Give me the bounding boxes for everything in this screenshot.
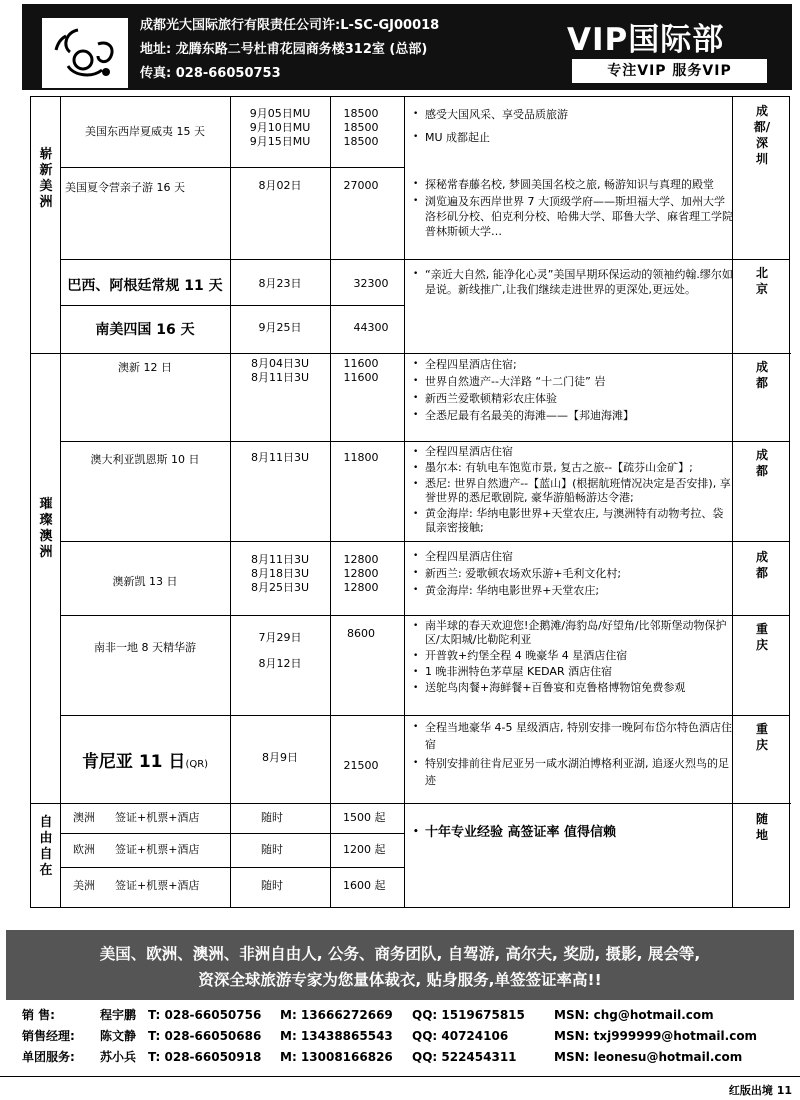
divider: [60, 97, 61, 907]
tour-name: 澳新 12 日: [118, 361, 172, 374]
divider: [230, 97, 231, 907]
vip-title: VIP国际部: [567, 22, 725, 58]
departure-city: 成都: [755, 448, 768, 478]
tour-notes: • 全程四星酒店住宿; • 世界自然遗产--大洋路 “十二门徒” 岩 • 新西兰爱歌顿精彩农庄体验 • 全悉尼最有名最美的海滩——【邦迪海滩】: [413, 357, 733, 425]
tour-price: 32300: [353, 277, 389, 290]
tour-dates: 8月02日: [258, 179, 302, 192]
tour-price: 27000: [343, 179, 379, 192]
section-americas: 崭新美洲: [39, 147, 53, 210]
free-item: 签证+机票+酒店: [115, 843, 200, 856]
contact-row: 单团服务:苏小兵 T: 028-66050918 M: 13008166826 QQ: 522454311 MSN: leonesu@hotmail.com: [22, 1050, 743, 1064]
free-note: • 十年专业经验 高签证率 值得信赖: [413, 825, 733, 842]
header-bar: [22, 4, 792, 90]
free-item: 签证+机票+酒店: [115, 811, 200, 824]
contact-row: 销售经理:陈文静 T: 028-66050686 M: 13438865543 QQ: 40724106 MSN: txj999999@hotmail.com: [22, 1029, 758, 1043]
tour-name: 澳大利亚凯恩斯 10 日: [90, 453, 200, 466]
tour-name: 肯尼亚 11 日(QR): [81, 752, 209, 772]
tour-dates: 8月04日3U 8月11日3U: [250, 357, 310, 384]
tour-dates: 9月05日MU 9月10日MU 9月15日MU: [249, 107, 311, 148]
tour-dates: 7月29日 8月12日: [258, 631, 302, 670]
divider: [404, 97, 405, 907]
company-logo: [42, 18, 128, 88]
tour-price: 44300: [353, 321, 389, 334]
tour-name: 巴西、阿根廷常规 11 天: [67, 278, 223, 294]
free-price: 1200 起: [343, 843, 386, 856]
free-region: 美洲: [73, 879, 95, 892]
free-time: 随时: [261, 843, 283, 856]
tour-name: 美国夏令营亲子游 16 天: [65, 181, 185, 194]
tour-dates: 8月11日3U 8月18日3U 8月25日3U: [250, 553, 310, 594]
departure-city: 重庆: [755, 722, 768, 752]
section-free: 自由自在: [39, 815, 53, 878]
free-price: 1600 起: [343, 879, 386, 892]
free-time: 随时: [261, 811, 283, 824]
tour-notes: • 全程四星酒店住宿 • 墨尔本: 有轨电车饱览市景, 复古之旅--【疏芬山金矿】; • 悉尼: 世界自然遗产--【蓝山】(根据航班情况决定是否安排), 享誉世界的悉尼歌剧院, 豪华游船畅游达令港; • 黄金海岸: 华纳电影世界+天堂农庄, 与澳洲特有动物考拉、袋鼠亲密接触;: [413, 445, 733, 537]
tour-dates: 8月23日: [258, 277, 302, 290]
bottom-rule: [0, 1076, 800, 1077]
promo-banner: [6, 930, 794, 1000]
tour-notes: • 感受大国风采、享受品质旅游 • MU 成都起止: [413, 107, 733, 147]
divider: [330, 97, 331, 907]
tour-price: 8600: [347, 627, 375, 640]
tour-dates: 8月9日: [262, 751, 298, 764]
free-region: 欧洲: [73, 843, 95, 856]
departure-city: 北京: [755, 266, 768, 296]
departure-city: 随地: [755, 812, 768, 842]
tour-table: [30, 96, 790, 908]
tour-price: 11600 11600: [343, 357, 379, 384]
free-region: 澳洲: [73, 811, 95, 824]
departure-city: 成都: [755, 550, 768, 580]
tour-notes: • 全程当地豪华 4-5 星级酒店, 特别安排一晚阿布岱尔特色酒店住宿 • 特别安排前往肯尼亚另一咸水湖泊博格利亚湖, 追逐火烈鸟的足迹: [413, 719, 733, 791]
free-item: 签证+机票+酒店: [115, 879, 200, 892]
section-australia: 璀璨澳洲: [39, 497, 53, 560]
page-footer: 红版出境 11: [728, 1084, 792, 1097]
tour-notes: • 全程四星酒店住宿 • 新西兰: 爱歌顿农场欢乐游+毛利文化村; • 黄金海岸: 华纳电影世界+天堂农庄;: [413, 549, 733, 600]
logo-icon: [48, 22, 122, 84]
departure-city: 成都/深圳: [753, 104, 771, 166]
banner-line-1: 美国、欧洲、澳洲、非洲自由人, 公务、商务团队, 自驾游, 高尔夫, 奖励, 摄影, 展会等,: [99, 945, 701, 963]
tour-name: 南美四国 16 天: [95, 322, 195, 338]
company-fax: 传真: 028-66050753: [140, 66, 281, 81]
tour-dates: 9月25日: [258, 321, 302, 334]
company-address: 地址: 龙腾东路二号杜甫花园商务楼312室 (总部): [140, 42, 428, 57]
company-name: 成都光大国际旅行有限责任公司许:L-SC-GJ00018: [140, 18, 440, 33]
tour-notes: • 探秘常春藤名校, 梦圆美国名校之旅, 畅游知识与真理的殿堂 • 浏览遍及东西岸世界 7 大顶级学府——斯坦福大学、加州大学洛杉矶分校、伯克利分校、哈佛大学、耶鲁大学、麻省理工学院 普林斯顿大学…: [413, 177, 733, 241]
tour-price: 18500 18500 18500: [343, 107, 379, 148]
tour-name: 澳新凯 13 日: [112, 575, 178, 588]
tour-notes: • “亲近大自然, 能净化心灵”美国早期环保运动的领袖约翰.缪尔如是说。新线推广,让我们继续走进世界的更深处,更远处。: [413, 267, 733, 299]
vip-slogan: 专注VIP 服务VIP: [572, 59, 767, 83]
company-info: [140, 14, 439, 86]
contact-row: 销 售: 程宇鹏 T: 028-66050756 M: 13666272669 QQ: 1519675815 MSN: chg@hotmail.com: [22, 1008, 714, 1022]
departure-city: 重庆: [755, 622, 768, 652]
banner-line-2: 资深全球旅游专家为您量体裁衣, 贴身服务,单签签证率高!!: [198, 971, 602, 989]
tour-price: 11800: [343, 451, 379, 464]
tour-name: 南非一地 8 天精华游: [94, 641, 196, 654]
tour-dates: 8月11日3U: [250, 451, 310, 464]
departure-city: 成都: [755, 360, 768, 390]
free-price: 1500 起: [343, 811, 386, 824]
tour-notes: • 南半球的春天欢迎您!企鹅滩/海豹岛/好望角/比邻斯堡动物保护区/太阳城/比勒陀利亚 • 开普敦+约堡全程 4 晚豪华 4 星酒店住宿 • 1 晚非洲特色茅草屋 KEDAR 酒店住宿 • 送鸵鸟肉餐+海鲜餐+百鲁宴和克鲁格博物馆免费参观: [413, 619, 733, 697]
tour-name: 美国东西岸夏威夷 15 天: [85, 125, 205, 138]
free-time: 随时: [261, 879, 283, 892]
tour-price: 21500: [343, 759, 379, 772]
tour-price: 12800 12800 12800: [343, 553, 379, 594]
